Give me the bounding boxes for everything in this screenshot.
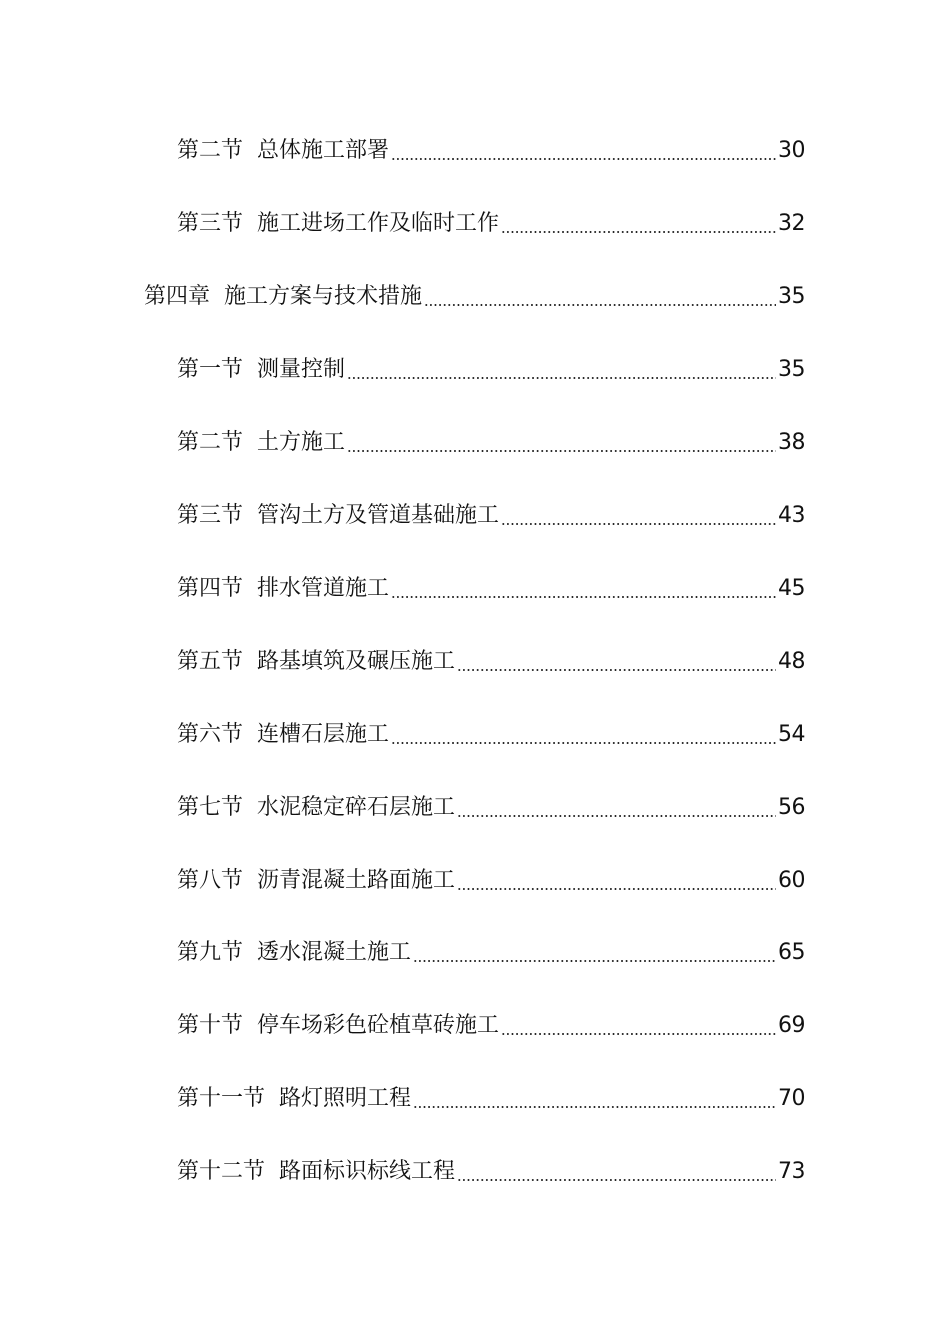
- entry-number: 第十一节: [177, 1086, 266, 1111]
- toc-entry[interactable]: [177, 209, 805, 239]
- dot-leader: [501, 1033, 776, 1035]
- entry-page-number: 65: [778, 940, 805, 965]
- entry-number: 第二节: [177, 430, 244, 455]
- toc-entry[interactable]: [177, 938, 805, 968]
- entry-title: 路基填筑及碾压施工: [257, 649, 456, 674]
- entry-number: 第四节: [177, 576, 244, 601]
- entry-title: 路面标识标线工程: [279, 1159, 456, 1184]
- dot-leader: [501, 231, 776, 233]
- entry-page-number: 69: [778, 1013, 805, 1038]
- dot-leader: [391, 158, 776, 160]
- entry-page-number: 48: [778, 649, 805, 674]
- entry-title: 水泥稳定碎石层施工: [257, 795, 456, 820]
- entry-title: 施工进场工作及临时工作: [257, 211, 500, 236]
- entry-title: 排水管道施工: [257, 576, 390, 601]
- entry-number: 第十二节: [177, 1159, 266, 1184]
- entry-number: 第十节: [177, 1013, 244, 1038]
- entry-title: 停车场彩色砼植草砖施工: [257, 1013, 500, 1038]
- entry-number: 第六节: [177, 722, 244, 747]
- entry-page-number: 60: [778, 868, 805, 893]
- entry-title: 总体施工部署: [257, 138, 390, 163]
- entry-title: 土方施工: [257, 430, 346, 455]
- toc-entry[interactable]: [177, 647, 805, 677]
- entry-page-number: 30: [778, 138, 805, 163]
- entry-page-number: 43: [778, 503, 805, 528]
- dot-leader: [347, 377, 776, 379]
- toc-entry[interactable]: [177, 720, 805, 750]
- toc-entry[interactable]: [177, 1011, 805, 1041]
- dot-leader: [501, 523, 776, 525]
- entry-page-number: 56: [778, 795, 805, 820]
- toc-entry[interactable]: [177, 136, 805, 166]
- dot-leader: [457, 815, 776, 817]
- entry-page-number: 70: [778, 1086, 805, 1111]
- dot-leader: [457, 669, 776, 671]
- entry-title: 透水混凝土施工: [257, 940, 412, 965]
- toc-entry[interactable]: [177, 574, 805, 604]
- toc-entry[interactable]: [144, 282, 805, 312]
- toc-entry[interactable]: [177, 793, 805, 823]
- entry-number: 第九节: [177, 940, 244, 965]
- entry-number: 第二节: [177, 138, 244, 163]
- dot-leader: [413, 960, 776, 962]
- entry-number: 第四章: [144, 284, 211, 309]
- entry-title: 施工方案与技术措施: [224, 284, 423, 309]
- dot-leader: [347, 450, 776, 452]
- toc-entry[interactable]: [177, 866, 805, 896]
- toc-entry[interactable]: [177, 1084, 805, 1114]
- entry-title: 管沟土方及管道基础施工: [257, 503, 500, 528]
- entry-number: 第三节: [177, 503, 244, 528]
- entry-title: 连槽石层施工: [257, 722, 390, 747]
- entry-number: 第七节: [177, 795, 244, 820]
- toc-entry[interactable]: [177, 501, 805, 531]
- entry-page-number: 73: [778, 1159, 805, 1184]
- dot-leader: [457, 1179, 776, 1181]
- entry-title: 沥青混凝土路面施工: [257, 868, 456, 893]
- entry-number: 第五节: [177, 649, 244, 674]
- entry-page-number: 38: [778, 430, 805, 455]
- entry-page-number: 35: [778, 284, 805, 309]
- toc-entry[interactable]: [177, 428, 805, 458]
- entry-page-number: 32: [778, 211, 805, 236]
- entry-number: 第三节: [177, 211, 244, 236]
- dot-leader: [413, 1106, 776, 1108]
- entry-page-number: 35: [778, 357, 805, 382]
- toc-entry[interactable]: [177, 355, 805, 385]
- dot-leader: [457, 888, 776, 890]
- entry-page-number: 45: [778, 576, 805, 601]
- entry-page-number: 54: [778, 722, 805, 747]
- toc-entry[interactable]: [177, 1157, 805, 1187]
- dot-leader: [424, 304, 776, 306]
- entry-number: 第一节: [177, 357, 244, 382]
- dot-leader: [391, 596, 776, 598]
- entry-title: 路灯照明工程: [279, 1086, 412, 1111]
- entry-title: 测量控制: [257, 357, 346, 382]
- dot-leader: [391, 742, 776, 744]
- entry-number: 第八节: [177, 868, 244, 893]
